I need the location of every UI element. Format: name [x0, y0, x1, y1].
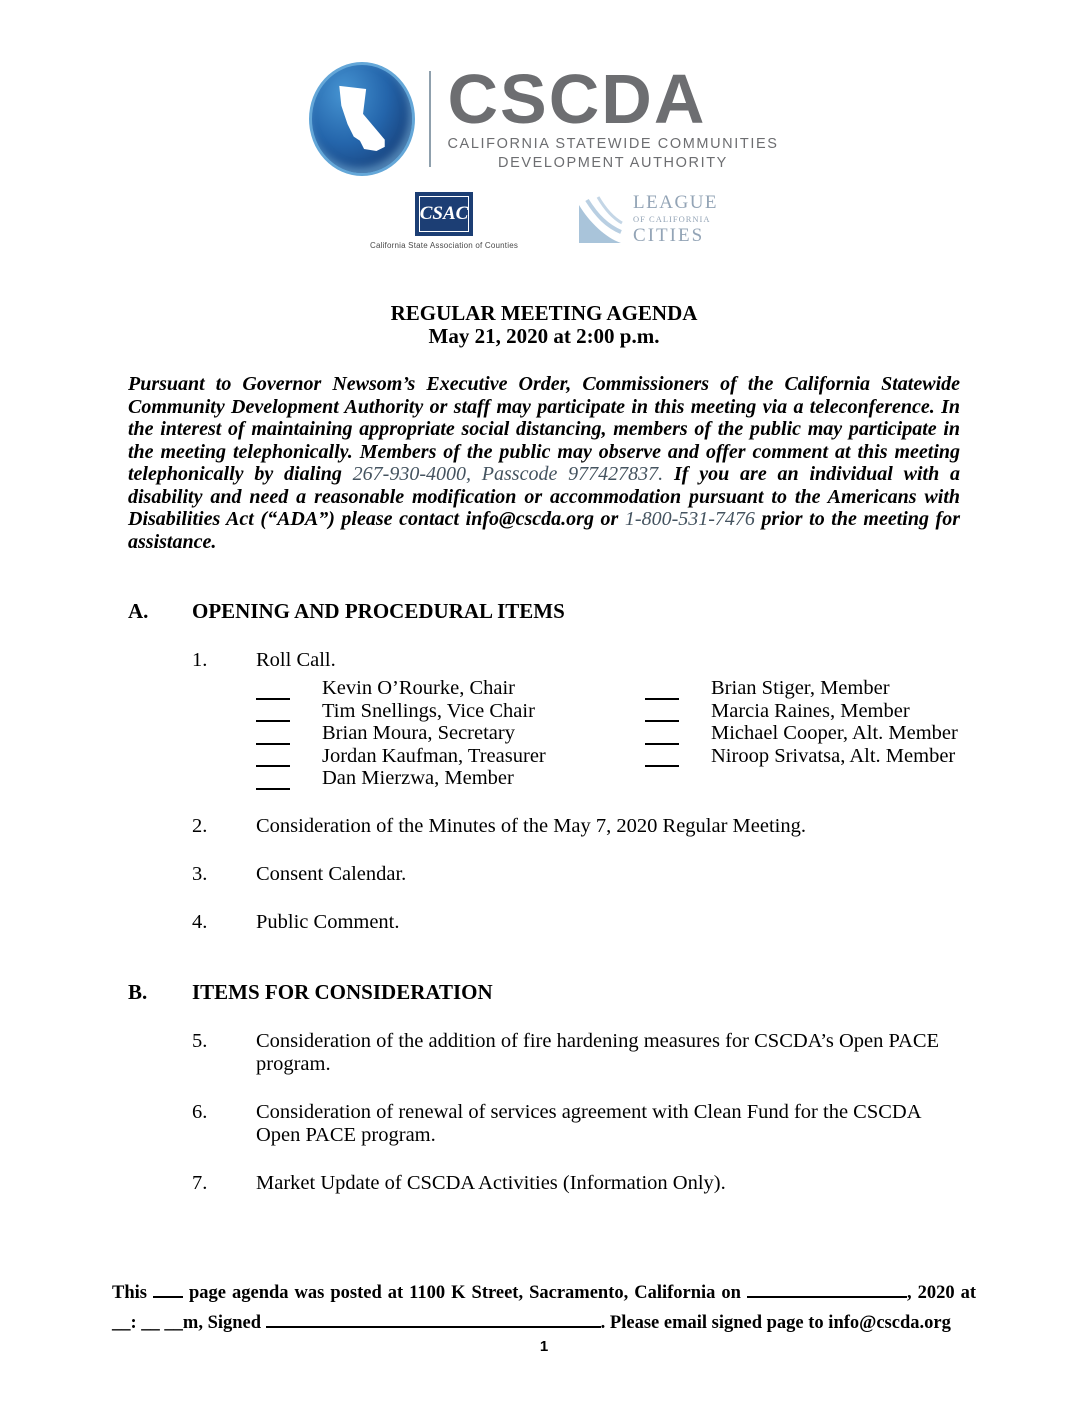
posting-footer: [112, 1278, 976, 1338]
roll-call-row: [256, 722, 960, 745]
california-state-icon: [331, 82, 393, 156]
section-b-title: ITEMS FOR CONSIDERATION: [192, 979, 493, 1004]
title-heading: REGULAR MEETING AGENDA: [390, 301, 698, 325]
csac-acronym: CSAC: [419, 203, 469, 224]
agenda-item-5: [128, 1030, 960, 1076]
roll-name: Michael Cooper, Alt. Member: [711, 722, 958, 745]
logo-text-block: [447, 59, 779, 172]
section-b-label: B.: [128, 979, 148, 1004]
item-5-text: Consideration of the addition of fire hardening measures for CSCDA’s Open PACE program.: [256, 1029, 940, 1075]
item-3-text: Consent Calendar.: [256, 862, 407, 885]
notice-seg-2: If you are an individual with a disability and need a reasonable modification or accommodation pursuant to the Americans with Disabilities Act (“ADA”) please contact info@cscda.org or: [128, 463, 961, 530]
csac-caption: California State Association of Counties: [369, 241, 519, 250]
roll-name: Jordan Kaufman, Treasurer: [322, 744, 546, 767]
signature-blank: [256, 772, 290, 790]
california-globe-icon: [309, 62, 415, 176]
league-line-3: CITIES: [633, 225, 705, 247]
agenda-item-2: [128, 815, 960, 838]
section-a-title: OPENING AND PROCEDURAL ITEMS: [192, 599, 565, 623]
csac-logo: [370, 192, 518, 250]
agenda-item-7: [128, 1172, 960, 1195]
roll-name: Brian Stiger, Member: [711, 677, 890, 699]
signature-blank: [256, 727, 290, 745]
signature-blank: [645, 704, 679, 722]
footer-line-2: [112, 1308, 976, 1338]
logo-tagline-1: CALIFORNIA STATEWIDE COMMUNITIES: [447, 135, 779, 152]
roll-call-row: [256, 745, 960, 768]
signature-line-blank: [266, 1312, 601, 1328]
notice-ada-phone: 1-800-531-7476: [624, 508, 755, 530]
item-5-number: 5.: [192, 1029, 208, 1052]
league-text-block: [633, 193, 718, 246]
footer-text: page agenda was posted at 1100 K Street, Sacramento, California on: [189, 1283, 741, 1303]
agenda-item-3: [128, 863, 960, 886]
title-datetime: May 21, 2020 at 2:00 p.m.: [428, 324, 660, 348]
roll-name: Dan Mierzwa, Member: [322, 767, 514, 790]
agenda-item-4: [128, 911, 960, 934]
footer-text: . Please email signed page to info@cscda.org: [600, 1313, 951, 1333]
notice-phone: 267-930-4000, Passcode 977427837.: [352, 463, 664, 485]
item-4-text: Public Comment.: [256, 910, 400, 933]
item-7-number: 7.: [192, 1171, 208, 1194]
section-b-heading: [128, 980, 960, 1005]
partner-logos: [128, 192, 960, 250]
signature-blank: [256, 749, 290, 767]
item-4-number: 4.: [192, 910, 208, 933]
footer-line-1: [112, 1278, 976, 1308]
notice-seg-1: Pursuant to Governor Newsom’s Executive Order, Commissioners of the California Statewide Community Development Authority or staff may participate in this meeting via a teleconference. In the interest of maintaining appropriate social distancing, members of the public may participate in the meeting telephonically. Members of the public may observe and offer comment at this meeting telephonically by dialing: [128, 373, 960, 485]
signature-blank: [256, 704, 290, 722]
document-title: [128, 302, 960, 348]
date-blank: [747, 1282, 907, 1298]
section-a-label: A.: [128, 599, 149, 623]
footer-text: __: __ __m, Signed: [112, 1313, 262, 1333]
league-swoosh-icon: [574, 192, 624, 246]
cscda-logo: [128, 59, 960, 176]
roll-name: Tim Snellings, Vice Chair: [322, 699, 535, 722]
item-2-number: 2.: [192, 814, 208, 837]
roll-name: Niroop Srivatsa, Alt. Member: [711, 744, 956, 767]
roll-name: Kevin O’Rourke, Chair: [322, 677, 515, 699]
roll-call-list: [128, 677, 960, 790]
item-6-number: 6.: [192, 1100, 208, 1123]
signature-blank: [645, 682, 679, 700]
league-logo: [574, 192, 718, 246]
roll-name: Marcia Raines, Member: [711, 699, 910, 722]
item-6-text: Consideration of renewal of services agreement with Clean Fund for the CSCDA Open PACE program.: [256, 1100, 921, 1146]
csac-box-icon: [415, 192, 473, 236]
item-1-number: 1.: [192, 649, 208, 671]
section-a-heading: [128, 599, 960, 624]
footer-text: This: [112, 1283, 147, 1303]
item-2-text: Consideration of the Minutes of the May 7, 2020 Regular Meeting.: [256, 814, 806, 837]
item-7-text: Market Update of CSCDA Activities (Information Only).: [256, 1171, 726, 1194]
signature-blank: [645, 727, 679, 745]
item-1-text: Roll Call.: [256, 649, 336, 671]
page-count-blank: [153, 1282, 183, 1298]
item-3-number: 3.: [192, 862, 208, 885]
agenda-item-6: [128, 1101, 960, 1147]
league-line-2: OF CALIFORNIA: [633, 213, 711, 224]
logo-acronym: CSCDA: [447, 59, 707, 138]
agenda-item-1: [128, 649, 960, 672]
league-line-1: LEAGUE: [633, 191, 719, 213]
logo-divider: [429, 71, 431, 167]
logo-tagline-2: DEVELOPMENT AUTHORITY: [498, 154, 728, 171]
roll-name: Brian Moura, Secretary: [322, 722, 515, 745]
page-number: 1: [539, 1338, 549, 1355]
signature-blank: [256, 682, 290, 700]
roll-call-row: [256, 677, 960, 700]
roll-call-row: [256, 700, 960, 723]
roll-call-row: [256, 767, 960, 790]
signature-blank: [645, 749, 679, 767]
notice-paragraph: [128, 373, 960, 553]
notice-seg-3: prior to the meeting for assistance.: [128, 508, 960, 553]
footer-text: , 2020 at: [907, 1283, 977, 1303]
